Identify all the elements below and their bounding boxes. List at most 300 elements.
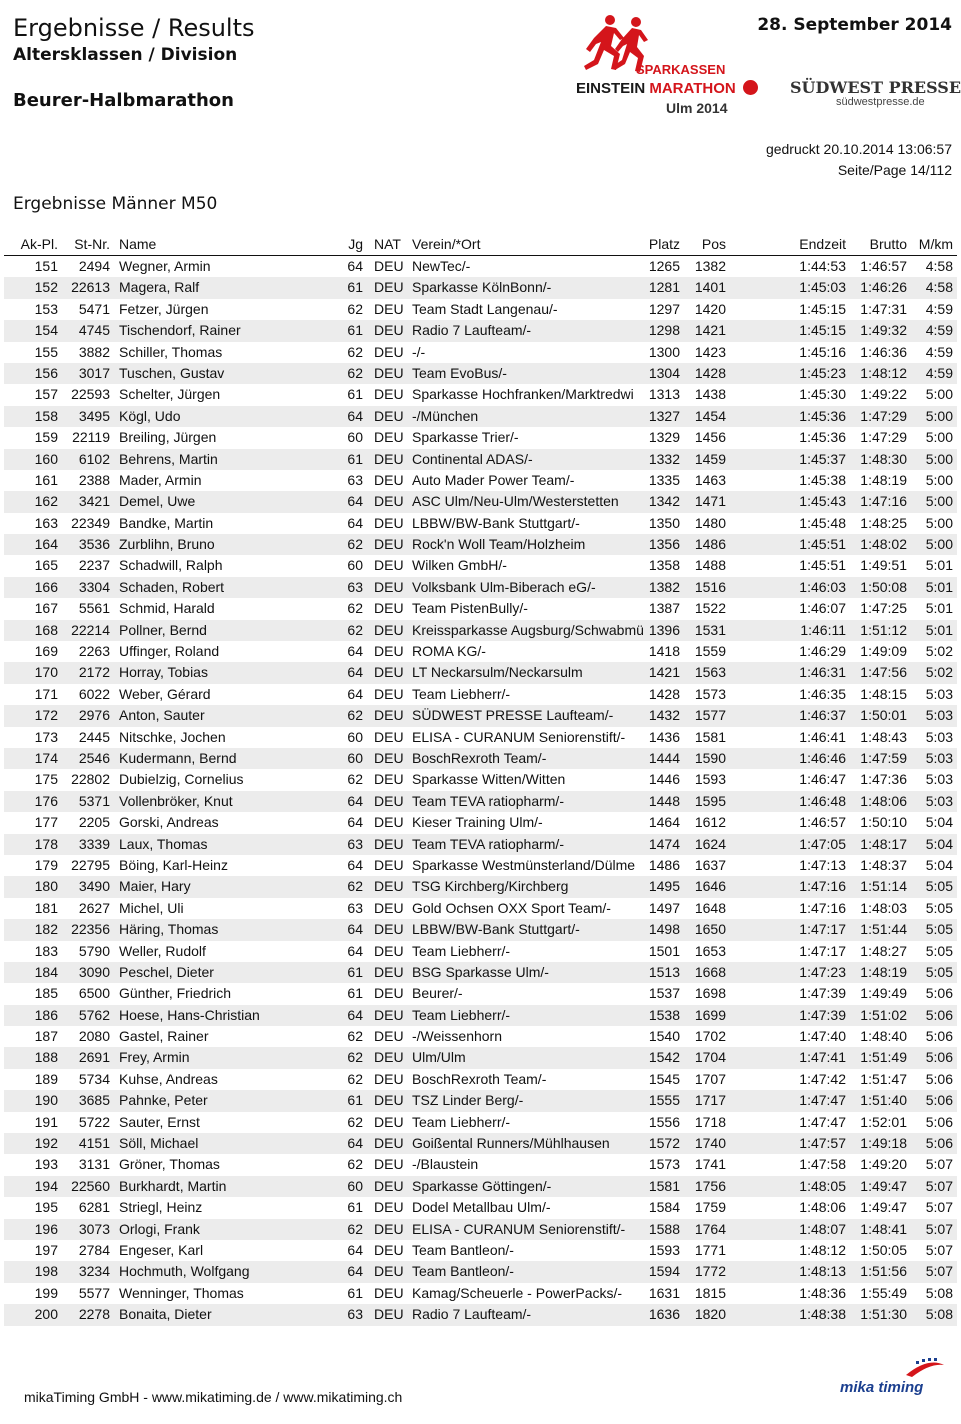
cell-name: Fetzer, Jürgen bbox=[119, 300, 209, 317]
cell-platz: 1537 bbox=[648, 985, 680, 1002]
cell-stnr: 2388 bbox=[78, 471, 110, 488]
table-row bbox=[4, 277, 957, 298]
cell-pos: 1581 bbox=[694, 728, 726, 745]
cell-stnr: 5371 bbox=[78, 792, 110, 809]
cell-endzeit: 1:46:31 bbox=[799, 664, 846, 681]
cell-jg: 61 bbox=[347, 963, 363, 980]
cell-pos: 1573 bbox=[694, 685, 726, 702]
cell-verein: Team Liebherr/- bbox=[412, 1006, 511, 1023]
cell-brutto: 1:46:26 bbox=[860, 279, 907, 296]
cell-name: Schelter, Jürgen bbox=[119, 386, 221, 403]
cell-stnr: 5734 bbox=[78, 1070, 110, 1087]
cell-akpl: 165 bbox=[34, 557, 58, 574]
cell-brutto: 1:55:49 bbox=[860, 1284, 907, 1301]
cell-name: Böing, Karl-Heinz bbox=[119, 856, 228, 873]
cell-endzeit: 1:45:30 bbox=[799, 386, 846, 403]
cell-verein: Wilken GmbH/- bbox=[412, 557, 507, 574]
cell-mkm: 5:03 bbox=[925, 771, 953, 788]
logo-text-einstein: EINSTEIN bbox=[576, 80, 650, 97]
cell-jg: 62 bbox=[347, 600, 363, 617]
cell-jg: 62 bbox=[347, 1113, 363, 1130]
cell-akpl: 154 bbox=[34, 322, 58, 339]
cell-akpl: 151 bbox=[34, 258, 58, 274]
cell-stnr: 2237 bbox=[78, 557, 110, 574]
cell-stnr: 6281 bbox=[78, 1199, 110, 1216]
cell-pos: 1612 bbox=[694, 814, 726, 831]
cell-name: Hoese, Hans-Christian bbox=[119, 1006, 260, 1023]
cell-name: Uffinger, Roland bbox=[119, 643, 220, 660]
cell-stnr: 22802 bbox=[71, 771, 110, 788]
cell-endzeit: 1:46:07 bbox=[799, 600, 846, 617]
cell-jg: 63 bbox=[347, 471, 363, 488]
cell-name: Anton, Sauter bbox=[119, 707, 205, 724]
cell-verein: Rock'n Woll Team/Holzheim bbox=[412, 536, 586, 553]
table-row bbox=[4, 876, 957, 897]
cell-mkm: 4:58 bbox=[925, 279, 953, 296]
cell-brutto: 1:48:41 bbox=[860, 1220, 907, 1237]
cell-pos: 1421 bbox=[694, 322, 726, 339]
cell-akpl: 183 bbox=[34, 942, 58, 959]
cell-name: Burkhardt, Martin bbox=[119, 1177, 227, 1194]
cell-verein: Dodel Metallbau Ulm/- bbox=[412, 1199, 551, 1216]
cell-brutto: 1:46:57 bbox=[860, 258, 907, 274]
col-header-name: Name bbox=[119, 236, 157, 252]
cell-name: Weber, Gérard bbox=[119, 685, 211, 702]
cell-platz: 1350 bbox=[648, 514, 680, 531]
cell-pos: 1653 bbox=[694, 942, 726, 959]
table-row bbox=[4, 1005, 957, 1026]
cell-nat: DEU bbox=[374, 1070, 404, 1087]
cell-mkm: 5:05 bbox=[925, 963, 953, 980]
table-row bbox=[4, 684, 957, 705]
cell-pos: 1740 bbox=[694, 1135, 726, 1152]
cell-endzeit: 1:47:47 bbox=[799, 1113, 846, 1130]
cell-platz: 1387 bbox=[648, 600, 680, 617]
cell-endzeit: 1:47:05 bbox=[799, 835, 846, 852]
cell-endzeit: 1:48:12 bbox=[799, 1241, 846, 1258]
cell-akpl: 181 bbox=[34, 899, 58, 916]
cell-name: Peschel, Dieter bbox=[119, 963, 214, 980]
cell-mkm: 5:02 bbox=[925, 643, 953, 660]
event-name: Beurer-Halbmarathon bbox=[13, 90, 234, 111]
cell-nat: DEU bbox=[374, 386, 404, 403]
cell-name: Kudermann, Bernd bbox=[119, 749, 237, 766]
cell-endzeit: 1:45:48 bbox=[799, 514, 846, 531]
cell-mkm: 5:07 bbox=[925, 1241, 953, 1258]
cell-nat: DEU bbox=[374, 1177, 404, 1194]
cell-pos: 1423 bbox=[694, 343, 726, 360]
cell-verein: -/Blaustein bbox=[412, 1156, 479, 1173]
cell-akpl: 174 bbox=[34, 749, 58, 766]
cell-verein: Kreissparkasse Augsburg/Schwabmü bbox=[412, 621, 644, 638]
cell-platz: 1573 bbox=[648, 1156, 680, 1173]
cell-stnr: 22349 bbox=[71, 514, 110, 531]
footer-text: mikaTiming GmbH - www.mikatiming.de / www.mikatiming.ch bbox=[24, 1389, 403, 1405]
cell-stnr: 3536 bbox=[78, 536, 110, 553]
cell-endzeit: 1:47:17 bbox=[799, 942, 846, 959]
cell-mkm: 5:03 bbox=[925, 749, 953, 766]
cell-endzeit: 1:46:03 bbox=[799, 578, 846, 595]
cell-stnr: 22795 bbox=[71, 856, 110, 873]
table-row bbox=[4, 620, 957, 641]
cell-akpl: 169 bbox=[34, 643, 58, 660]
table-row bbox=[4, 983, 957, 1004]
cell-platz: 1446 bbox=[648, 771, 680, 788]
cell-endzeit: 1:44:53 bbox=[799, 258, 846, 274]
table-row bbox=[4, 1219, 957, 1240]
cell-jg: 62 bbox=[347, 1028, 363, 1045]
cell-pos: 1699 bbox=[694, 1006, 726, 1023]
cell-akpl: 179 bbox=[34, 856, 58, 873]
cell-jg: 62 bbox=[347, 1070, 363, 1087]
cell-platz: 1588 bbox=[648, 1220, 680, 1237]
cell-mkm: 5:01 bbox=[925, 600, 953, 617]
cell-pos: 1646 bbox=[694, 878, 726, 895]
cell-mkm: 5:07 bbox=[925, 1177, 953, 1194]
cell-brutto: 1:51:02 bbox=[860, 1006, 907, 1023]
cell-verein: Team TEVA ratiopharm/- bbox=[412, 835, 564, 852]
cell-brutto: 1:47:29 bbox=[860, 429, 907, 446]
cell-pos: 1756 bbox=[694, 1177, 726, 1194]
cell-endzeit: 1:48:36 bbox=[799, 1284, 846, 1301]
cell-brutto: 1:49:32 bbox=[860, 322, 907, 339]
table-row bbox=[4, 855, 957, 876]
cell-stnr: 5722 bbox=[78, 1113, 110, 1130]
cell-nat: DEU bbox=[374, 685, 404, 702]
table-row bbox=[4, 1304, 957, 1325]
cell-pos: 1650 bbox=[694, 921, 726, 938]
cell-endzeit: 1:46:37 bbox=[799, 707, 846, 724]
cell-mkm: 5:01 bbox=[925, 557, 953, 574]
cell-nat: DEU bbox=[374, 536, 404, 553]
cell-endzeit: 1:47:41 bbox=[799, 1049, 846, 1066]
cell-platz: 1313 bbox=[648, 386, 680, 403]
cell-stnr: 4745 bbox=[78, 322, 110, 339]
col-header-verein: Verein/*Ort bbox=[412, 236, 481, 252]
cell-akpl: 196 bbox=[34, 1220, 58, 1237]
cell-nat: DEU bbox=[374, 407, 404, 424]
cell-pos: 1577 bbox=[694, 707, 726, 724]
cell-endzeit: 1:46:11 bbox=[800, 621, 846, 638]
table-row bbox=[4, 342, 957, 363]
cell-name: Pollner, Bernd bbox=[119, 621, 207, 638]
cell-pos: 1488 bbox=[694, 557, 726, 574]
table-row bbox=[4, 1047, 957, 1068]
cell-mkm: 5:07 bbox=[925, 1263, 953, 1280]
cell-verein: Radio 7 Laufteam/- bbox=[412, 322, 532, 339]
cell-mkm: 5:07 bbox=[925, 1199, 953, 1216]
cell-platz: 1556 bbox=[648, 1113, 680, 1130]
cell-akpl: 178 bbox=[34, 835, 58, 852]
cell-verein: Kamag/Scheuerle - PowerPacks/- bbox=[412, 1284, 623, 1301]
cell-akpl: 167 bbox=[34, 600, 58, 617]
cell-verein: Sparkasse KölnBonn/- bbox=[412, 279, 552, 296]
cell-name: Mader, Armin bbox=[119, 471, 202, 488]
cell-pos: 1820 bbox=[694, 1306, 726, 1323]
cell-akpl: 184 bbox=[34, 963, 58, 980]
col-header-brutto: Brutto bbox=[869, 236, 907, 252]
cell-platz: 1594 bbox=[648, 1263, 680, 1280]
cell-name: Behrens, Martin bbox=[119, 450, 218, 467]
cell-mkm: 5:05 bbox=[925, 878, 953, 895]
cell-nat: DEU bbox=[374, 578, 404, 595]
cell-brutto: 1:49:20 bbox=[860, 1156, 907, 1173]
cell-platz: 1497 bbox=[648, 899, 680, 916]
cell-akpl: 177 bbox=[34, 814, 58, 831]
cell-pos: 1559 bbox=[694, 643, 726, 660]
cell-endzeit: 1:45:36 bbox=[799, 429, 846, 446]
cell-platz: 1498 bbox=[648, 921, 680, 938]
table-row bbox=[4, 384, 957, 405]
cell-jg: 63 bbox=[347, 835, 363, 852]
cell-verein: Sparkasse Hochfranken/Marktredwi bbox=[412, 386, 634, 403]
col-header-mkm: M/km bbox=[918, 236, 953, 252]
cell-name: Vollenbröker, Knut bbox=[119, 792, 233, 809]
cell-name: Laux, Thomas bbox=[119, 835, 208, 852]
cell-verein: TSZ Linder Berg/- bbox=[412, 1092, 524, 1109]
cell-verein: Team Bantleon/- bbox=[412, 1241, 514, 1258]
col-header-stnr: St-Nr. bbox=[74, 236, 110, 252]
cell-platz: 1358 bbox=[648, 557, 680, 574]
cell-mkm: 5:00 bbox=[925, 471, 953, 488]
table-row bbox=[4, 363, 957, 384]
cell-pos: 1456 bbox=[694, 429, 726, 446]
cell-platz: 1382 bbox=[648, 578, 680, 595]
cell-brutto: 1:51:12 bbox=[860, 621, 907, 638]
cell-stnr: 22214 bbox=[71, 621, 110, 638]
cell-verein: Beurer/- bbox=[412, 985, 463, 1002]
cell-verein: Sparkasse Trier/- bbox=[412, 429, 519, 446]
cell-mkm: 4:59 bbox=[925, 300, 953, 317]
cell-name: Wenninger, Thomas bbox=[119, 1284, 244, 1301]
cell-mkm: 4:59 bbox=[925, 322, 953, 339]
cell-name: Schmid, Harald bbox=[119, 600, 215, 617]
cell-stnr: 3421 bbox=[78, 493, 110, 510]
cell-pos: 1637 bbox=[694, 856, 726, 873]
cell-verein: Team TEVA ratiopharm/- bbox=[412, 792, 564, 809]
col-header-jg: Jg bbox=[348, 236, 363, 252]
cell-stnr: 3495 bbox=[78, 407, 110, 424]
cell-mkm: 5:05 bbox=[925, 921, 953, 938]
cell-name: Gastel, Rainer bbox=[119, 1028, 209, 1045]
cell-pos: 1531 bbox=[694, 621, 726, 638]
cell-endzeit: 1:48:13 bbox=[799, 1263, 846, 1280]
cell-endzeit: 1:48:07 bbox=[799, 1220, 846, 1237]
cell-pos: 1718 bbox=[694, 1113, 726, 1130]
cell-brutto: 1:48:15 bbox=[860, 685, 907, 702]
cell-name: Wegner, Armin bbox=[119, 258, 211, 274]
table-row bbox=[4, 1176, 957, 1197]
cell-name: Engeser, Karl bbox=[119, 1241, 204, 1258]
table-row bbox=[4, 1026, 957, 1047]
cell-jg: 63 bbox=[347, 578, 363, 595]
cell-akpl: 156 bbox=[34, 364, 58, 381]
cell-brutto: 1:47:36 bbox=[860, 771, 907, 788]
cell-verein: -/- bbox=[412, 343, 426, 360]
cell-endzeit: 1:47:58 bbox=[799, 1156, 846, 1173]
cell-jg: 62 bbox=[347, 707, 363, 724]
cell-brutto: 1:47:16 bbox=[860, 493, 907, 510]
cell-endzeit: 1:47:40 bbox=[799, 1028, 846, 1045]
cell-verein: Goißental Runners/Mühlhausen bbox=[412, 1135, 610, 1152]
cell-mkm: 5:00 bbox=[925, 386, 953, 403]
cell-stnr: 6022 bbox=[78, 685, 110, 702]
cell-name: Schadwill, Ralph bbox=[119, 557, 223, 574]
table-header bbox=[4, 233, 957, 256]
cell-nat: DEU bbox=[374, 942, 404, 959]
cell-platz: 1265 bbox=[648, 258, 680, 274]
cell-pos: 1382 bbox=[694, 258, 726, 274]
cell-endzeit: 1:46:48 bbox=[799, 792, 846, 809]
cell-jg: 62 bbox=[347, 300, 363, 317]
cell-mkm: 5:00 bbox=[925, 407, 953, 424]
cell-stnr: 5762 bbox=[78, 1006, 110, 1023]
table-row bbox=[4, 919, 957, 940]
col-header-akpl: Ak-Pl. bbox=[20, 236, 58, 252]
cell-brutto: 1:48:02 bbox=[860, 536, 907, 553]
cell-platz: 1335 bbox=[648, 471, 680, 488]
cell-name: Sauter, Ernst bbox=[119, 1113, 200, 1130]
cell-jg: 64 bbox=[347, 1006, 363, 1023]
cell-akpl: 172 bbox=[34, 707, 58, 724]
cell-brutto: 1:47:29 bbox=[860, 407, 907, 424]
cell-name: Michel, Uli bbox=[119, 899, 184, 916]
table-row bbox=[4, 1197, 957, 1218]
table-row bbox=[4, 748, 957, 769]
cell-name: Striegl, Heinz bbox=[119, 1199, 203, 1216]
cell-name: Horray, Tobias bbox=[119, 664, 208, 681]
suedwest-presse-logo bbox=[790, 78, 961, 108]
cell-verein: Sparkasse Westmünsterland/Dülme bbox=[412, 856, 636, 873]
cell-pos: 1815 bbox=[694, 1284, 726, 1301]
cell-verein: Team Bantleon/- bbox=[412, 1263, 514, 1280]
cell-brutto: 1:49:47 bbox=[860, 1199, 907, 1216]
cell-stnr: 5577 bbox=[78, 1284, 110, 1301]
cell-stnr: 2976 bbox=[78, 707, 110, 724]
cell-pos: 1420 bbox=[694, 300, 726, 317]
cell-brutto: 1:49:22 bbox=[860, 386, 907, 403]
cell-pos: 1648 bbox=[694, 899, 726, 916]
cell-verein: Team Liebherr/- bbox=[412, 942, 511, 959]
cell-endzeit: 1:46:29 bbox=[799, 643, 846, 660]
cell-akpl: 155 bbox=[34, 343, 58, 360]
cell-platz: 1436 bbox=[648, 728, 680, 745]
cell-akpl: 193 bbox=[34, 1156, 58, 1173]
cell-brutto: 1:48:37 bbox=[860, 856, 907, 873]
logo-text-sparkassen: SPARKASSEN bbox=[636, 62, 726, 77]
cell-akpl: 198 bbox=[34, 1263, 58, 1280]
cell-verein: BoschRexroth Team/- bbox=[412, 1070, 547, 1087]
cell-verein: Radio 7 Laufteam/- bbox=[412, 1306, 532, 1323]
cell-nat: DEU bbox=[374, 707, 404, 724]
cell-brutto: 1:48:19 bbox=[860, 963, 907, 980]
cell-nat: DEU bbox=[374, 921, 404, 938]
cell-nat: DEU bbox=[374, 1135, 404, 1152]
table-row bbox=[4, 791, 957, 812]
cell-jg: 64 bbox=[347, 942, 363, 959]
cell-stnr: 22119 bbox=[72, 429, 110, 446]
cell-stnr: 22356 bbox=[71, 921, 110, 938]
table-row bbox=[4, 898, 957, 919]
cell-stnr: 2080 bbox=[78, 1028, 110, 1045]
cell-name: Magera, Ralf bbox=[119, 279, 200, 296]
cell-platz: 1396 bbox=[648, 621, 680, 638]
cell-platz: 1486 bbox=[648, 856, 680, 873]
cell-stnr: 3304 bbox=[78, 578, 110, 595]
cell-verein: ELISA - CURANUM Seniorenstift/- bbox=[412, 728, 626, 745]
logo-text-marathon: MARATHON bbox=[649, 80, 736, 97]
cell-jg: 61 bbox=[347, 1284, 363, 1301]
cell-brutto: 1:47:59 bbox=[860, 749, 907, 766]
cell-stnr: 5471 bbox=[78, 300, 110, 317]
cell-pos: 1590 bbox=[694, 749, 726, 766]
cell-nat: DEU bbox=[374, 429, 404, 446]
cell-akpl: 186 bbox=[34, 1006, 58, 1023]
cell-akpl: 157 bbox=[34, 386, 58, 403]
cell-brutto: 1:50:10 bbox=[860, 814, 907, 831]
cell-jg: 64 bbox=[347, 814, 363, 831]
cell-jg: 64 bbox=[347, 514, 363, 531]
cell-mkm: 5:06 bbox=[925, 1092, 953, 1109]
cell-verein: Team PistenBully/- bbox=[412, 600, 528, 617]
cell-brutto: 1:49:18 bbox=[860, 1135, 907, 1152]
cell-verein: Gold Ochsen OXX Sport Team/- bbox=[412, 899, 611, 916]
printed-timestamp: gedruckt 20.10.2014 13:06:57 bbox=[765, 141, 952, 157]
logo-text-ulm: Ulm 2014 bbox=[666, 100, 728, 116]
cell-nat: DEU bbox=[374, 1113, 404, 1130]
cell-endzeit: 1:47:13 bbox=[799, 856, 846, 873]
cell-mkm: 5:03 bbox=[925, 728, 953, 745]
cell-endzeit: 1:47:17 bbox=[799, 921, 846, 938]
cell-mkm: 5:02 bbox=[925, 664, 953, 681]
cell-verein: Auto Mader Power Team/- bbox=[412, 471, 575, 488]
cell-brutto: 1:48:06 bbox=[860, 792, 907, 809]
cell-platz: 1538 bbox=[648, 1006, 680, 1023]
cell-endzeit: 1:46:57 bbox=[799, 814, 846, 831]
table-row bbox=[4, 641, 957, 662]
cell-mkm: 5:03 bbox=[925, 685, 953, 702]
table-row bbox=[4, 598, 957, 619]
cell-stnr: 3073 bbox=[78, 1220, 110, 1237]
cell-name: Schaden, Robert bbox=[119, 578, 225, 595]
cell-verein: ELISA - CURANUM Seniorenstift/- bbox=[412, 1220, 626, 1237]
cell-nat: DEU bbox=[374, 258, 404, 274]
cell-verein: Team Stadt Langenau/- bbox=[412, 300, 558, 317]
cell-verein: Volksbank Ulm-Biberach eG/- bbox=[412, 578, 596, 595]
cell-pos: 1772 bbox=[694, 1263, 726, 1280]
cell-mkm: 5:06 bbox=[925, 1113, 953, 1130]
cell-jg: 63 bbox=[347, 899, 363, 916]
press-logo-title: SÜDWEST PRESSE bbox=[790, 78, 961, 97]
table-row bbox=[4, 1261, 957, 1282]
cell-verein: LBBW/BW-Bank Stuttgart/- bbox=[412, 514, 580, 531]
cell-verein: LBBW/BW-Bank Stuttgart/- bbox=[412, 921, 580, 938]
cell-stnr: 3234 bbox=[78, 1263, 110, 1280]
cell-platz: 1421 bbox=[648, 664, 680, 681]
cell-platz: 1444 bbox=[648, 749, 680, 766]
cell-pos: 1707 bbox=[694, 1070, 726, 1087]
table-row bbox=[4, 534, 957, 555]
cell-verein: BSG Sparkasse Ulm/- bbox=[412, 963, 549, 980]
cell-name: Gorski, Andreas bbox=[119, 814, 219, 831]
cell-stnr: 3685 bbox=[78, 1092, 110, 1109]
cell-jg: 61 bbox=[347, 1199, 363, 1216]
page-subtitle: Altersklassen / Division bbox=[13, 45, 238, 65]
col-header-pos: Pos bbox=[701, 236, 726, 252]
cell-jg: 64 bbox=[347, 664, 363, 681]
cell-platz: 1464 bbox=[648, 814, 680, 831]
cell-stnr: 2691 bbox=[78, 1049, 110, 1066]
